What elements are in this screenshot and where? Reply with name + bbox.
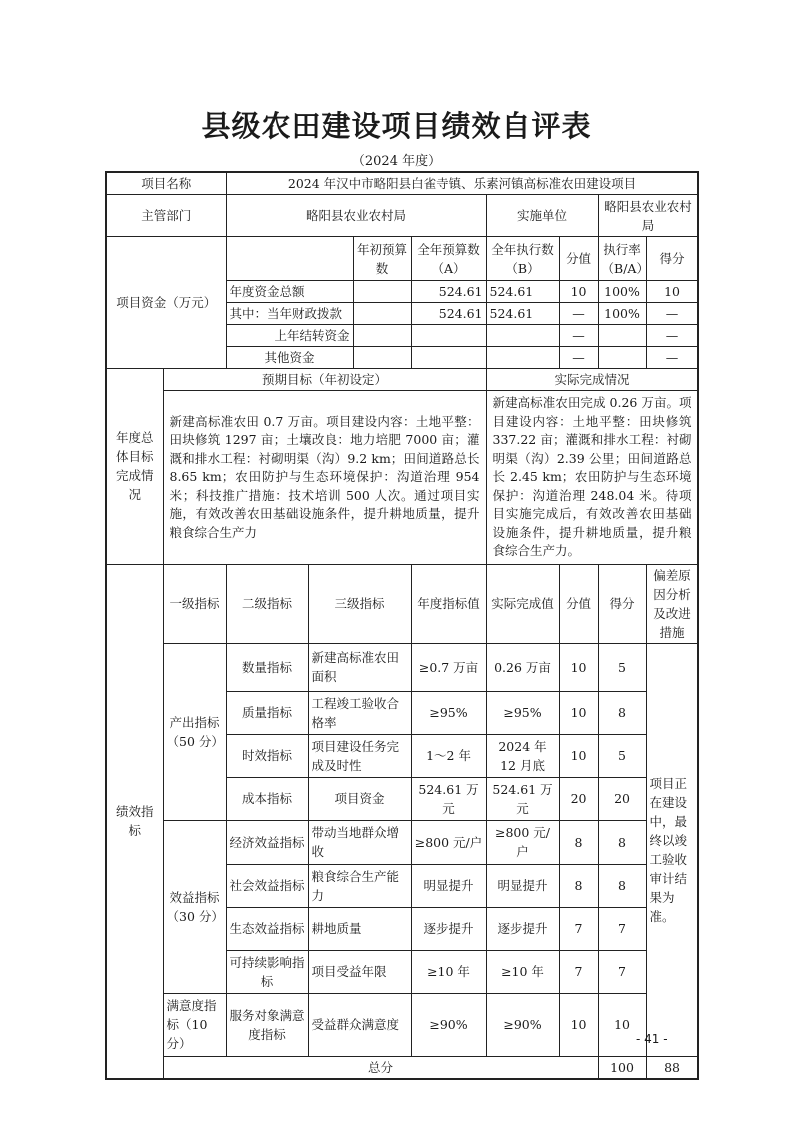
ind-col-level2: 二级指标 xyxy=(226,564,308,643)
score: 8 xyxy=(598,820,646,864)
goals-header-row xyxy=(106,369,698,391)
total-row xyxy=(106,1056,698,1079)
ind-col-level1: 一级指标 xyxy=(163,564,226,643)
target: 524.61 万元 xyxy=(411,777,486,820)
actual: 逐步提升 xyxy=(486,907,559,950)
score: 7 xyxy=(598,907,646,950)
target: ≥800 元/户 xyxy=(411,820,486,864)
score: 20 xyxy=(598,777,646,820)
funds-exec xyxy=(486,325,559,347)
funds-exec xyxy=(486,347,559,369)
funds-rate xyxy=(598,325,646,347)
actual: ≥95% xyxy=(486,691,559,734)
funds-score: — xyxy=(646,303,698,325)
funds-score: — xyxy=(646,347,698,369)
funds-rate: 100% xyxy=(598,281,646,303)
score: 10 xyxy=(598,993,646,1056)
level3: 项目资金 xyxy=(308,777,411,820)
funds-col-rate: 执行率（B/A） xyxy=(598,237,646,281)
level2: 数量指标 xyxy=(226,643,308,691)
funds-blank-header xyxy=(226,237,353,281)
level1-output: 产出指标（50 分） xyxy=(163,643,226,820)
goals-actual-label: 实际完成情况 xyxy=(486,369,698,391)
funds-budget: 524.61 xyxy=(411,281,486,303)
evaluation-table xyxy=(105,171,699,1080)
ind-col-level3: 三级指标 xyxy=(308,564,411,643)
funds-budget xyxy=(411,347,486,369)
ind-col-actual: 实际完成值 xyxy=(486,564,559,643)
level3: 新建高标准农田面积 xyxy=(308,643,411,691)
total-weight: 100 xyxy=(598,1056,646,1079)
funds-col-initial: 年初预算数 xyxy=(353,237,411,281)
level2: 经济效益指标 xyxy=(226,820,308,864)
indicators-header-row xyxy=(106,564,698,643)
weight: 20 xyxy=(559,777,598,820)
level2: 服务对象满意度指标 xyxy=(226,993,308,1056)
level3: 受益群众满意度 xyxy=(308,993,411,1056)
funds-initial xyxy=(353,303,411,325)
dept-label: 主管部门 xyxy=(106,195,226,237)
funds-score: 10 xyxy=(646,281,698,303)
weight: 10 xyxy=(559,691,598,734)
actual: 0.26 万亩 xyxy=(486,643,559,691)
goals-expected-text: 新建高标准农田 0.7 万亩。项目建设内容：土地平整：田块修筑 1297 亩；土壤改良：地力培肥 7000 亩；灌溉和排水工程：衬砌明渠（沟）9.2 km；田间道路总长 8.65 km；农田防护与生态环境保护：沟道治理 954 米；科技推广措施：技术培训 500 人次。通过项目实施，有效改善农田基础设施条件，提升耕地质量，提升粮食综合生产力 xyxy=(163,391,486,565)
indicator-row xyxy=(106,993,698,1056)
target: ≥10 年 xyxy=(411,950,486,993)
weight: 10 xyxy=(559,734,598,777)
level2: 质量指标 xyxy=(226,691,308,734)
level2: 生态效益指标 xyxy=(226,907,308,950)
actual: ≥90% xyxy=(486,993,559,1056)
weight: 10 xyxy=(559,993,598,1056)
level1-benefit: 效益指标（30 分） xyxy=(163,820,226,993)
project-name-label: 项目名称 xyxy=(106,172,226,195)
funds-col-score: 得分 xyxy=(646,237,698,281)
target: ≥95% xyxy=(411,691,486,734)
level2: 可持续影响指标 xyxy=(226,950,308,993)
level3: 带动当地群众增收 xyxy=(308,820,411,864)
project-name-value: 2024 年汉中市略阳县白雀寺镇、乐素河镇高标准农田建设项目 xyxy=(226,172,698,195)
deviation-note: 项目正在建设中，最终以竣工验收审计结果为准。 xyxy=(646,643,698,1056)
actual: 524.61 万元 xyxy=(486,777,559,820)
score: 5 xyxy=(598,734,646,777)
funds-initial xyxy=(353,325,411,347)
funds-exec: 524.61 xyxy=(486,281,559,303)
funds-weight: — xyxy=(559,347,598,369)
weight: 7 xyxy=(559,907,598,950)
dept-value: 略阳县农业农村局 xyxy=(226,195,486,237)
impl-label: 实施单位 xyxy=(486,195,598,237)
level1-satisfaction: 满意度指标（10 分） xyxy=(163,993,226,1056)
funds-row-name: 年度资金总额 xyxy=(226,281,353,303)
funds-rate xyxy=(598,347,646,369)
indicator-row xyxy=(106,643,698,691)
funds-budget: 524.61 xyxy=(411,303,486,325)
target: ≥90% xyxy=(411,993,486,1056)
weight: 10 xyxy=(559,643,598,691)
indicators-label: 绩效指标 xyxy=(106,564,163,1079)
goals-expected-label: 预期目标（年初设定） xyxy=(163,369,486,391)
level3: 项目建设任务完成及时性 xyxy=(308,734,411,777)
target: 逐步提升 xyxy=(411,907,486,950)
ind-col-weight: 分值 xyxy=(559,564,598,643)
ind-col-target: 年度指标值 xyxy=(411,564,486,643)
funds-row-name: 其中：当年财政拨款 xyxy=(226,303,353,325)
funds-score: — xyxy=(646,325,698,347)
actual: 2024 年 12 月底 xyxy=(486,734,559,777)
weight: 7 xyxy=(559,950,598,993)
funds-label: 项目资金（万元） xyxy=(106,237,226,369)
funds-initial xyxy=(353,347,411,369)
level2: 社会效益指标 xyxy=(226,864,308,907)
funds-weight: 10 xyxy=(559,281,598,303)
weight: 8 xyxy=(559,864,598,907)
funds-weight: — xyxy=(559,303,598,325)
score: 5 xyxy=(598,643,646,691)
total-label: 总分 xyxy=(163,1056,598,1079)
page-number: - 41 - xyxy=(636,1032,668,1046)
document-title: 县级农田建设项目绩效自评表 xyxy=(201,109,592,143)
impl-value: 略阳县农业农村局 xyxy=(598,195,698,237)
level2: 时效指标 xyxy=(226,734,308,777)
target: 明显提升 xyxy=(411,864,486,907)
document-subtitle: （2024 年度） xyxy=(351,154,442,169)
goals-content-row xyxy=(106,391,698,565)
ind-col-deviation: 偏差原因分析及改进措施 xyxy=(646,564,698,643)
ind-col-score: 得分 xyxy=(598,564,646,643)
funds-budget xyxy=(411,325,486,347)
actual: 明显提升 xyxy=(486,864,559,907)
level3: 工程竣工验收合格率 xyxy=(308,691,411,734)
funds-row-name: 上年结转资金 xyxy=(226,325,353,347)
weight: 8 xyxy=(559,820,598,864)
actual: ≥10 年 xyxy=(486,950,559,993)
project-name-row xyxy=(106,172,698,195)
funds-rate: 100% xyxy=(598,303,646,325)
funds-col-weight: 分值 xyxy=(559,237,598,281)
funds-col-budget: 全年预算数（A） xyxy=(411,237,486,281)
score: 8 xyxy=(598,691,646,734)
level3: 项目受益年限 xyxy=(308,950,411,993)
level2: 成本指标 xyxy=(226,777,308,820)
goals-label: 年度总体目标完成情况 xyxy=(106,369,163,565)
score: 7 xyxy=(598,950,646,993)
funds-header-row xyxy=(106,237,698,281)
indicator-row xyxy=(106,820,698,864)
funds-col-exec: 全年执行数（B） xyxy=(486,237,559,281)
funds-row-name: 其他资金 xyxy=(226,347,353,369)
target: 1～2 年 xyxy=(411,734,486,777)
level3: 粮食综合生产能力 xyxy=(308,864,411,907)
funds-exec: 524.61 xyxy=(486,303,559,325)
score: 8 xyxy=(598,864,646,907)
goals-actual-text: 新建高标准农田完成 0.26 万亩。项目建设内容：土地平整：田块修筑 337.22 亩；灌溉和排水工程：衬砌明渠（沟）2.39 公里；田间道路总长 2.45 km；农田防护与生态环境保护：沟道治理 248.04 米。待项目实施完成后，有效改善农田基础设施条件，提升耕地质量，提升粮食综合生产力。 xyxy=(486,391,698,565)
level3: 耕地质量 xyxy=(308,907,411,950)
actual: ≥800 元/户 xyxy=(486,820,559,864)
funds-weight: — xyxy=(559,325,598,347)
target: ≥0.7 万亩 xyxy=(411,643,486,691)
total-score: 88 xyxy=(646,1056,698,1079)
dept-row xyxy=(106,195,698,237)
funds-initial xyxy=(353,281,411,303)
